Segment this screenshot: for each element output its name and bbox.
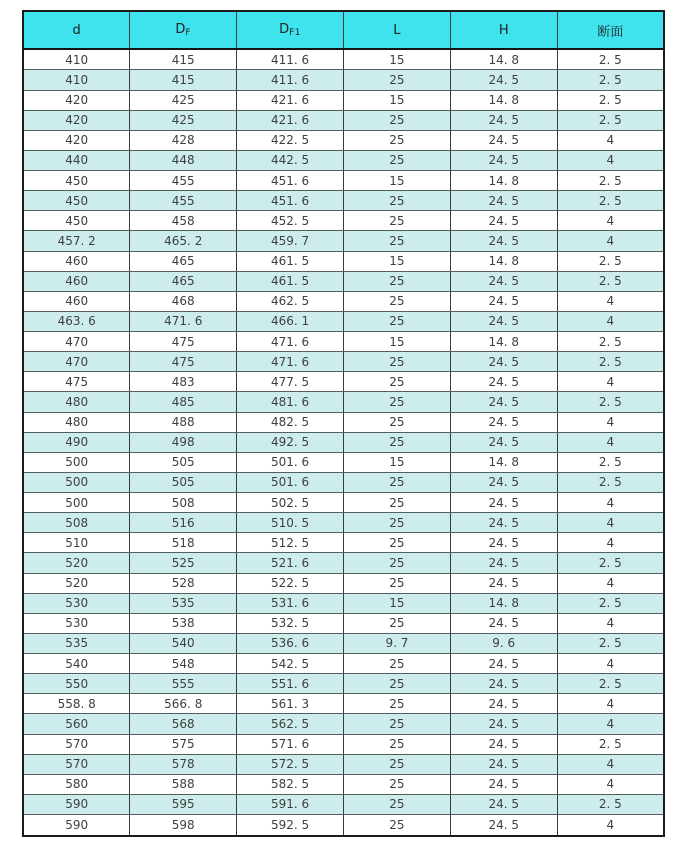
table-cell: 421. 6: [237, 90, 344, 110]
table-cell: 512. 5: [237, 533, 344, 553]
table-cell: 24. 5: [450, 432, 557, 452]
table-cell: 4: [557, 372, 664, 392]
table-cell: 25: [343, 291, 450, 311]
table-row: [23, 49, 664, 70]
table-cell: 532. 5: [237, 613, 344, 633]
table-cell: 420: [23, 110, 130, 130]
table-cell: 15: [343, 251, 450, 271]
table-row: [23, 90, 664, 110]
table-cell: 14. 8: [450, 171, 557, 191]
table-cell: 24. 5: [450, 553, 557, 573]
table-row: [23, 70, 664, 90]
table-row: [23, 311, 664, 331]
table-cell: 2. 5: [557, 251, 664, 271]
table-cell: 538: [130, 613, 237, 633]
table-cell: 460: [23, 271, 130, 291]
table-cell: 4: [557, 613, 664, 633]
table-row: [23, 412, 664, 432]
table-cell: 25: [343, 472, 450, 492]
spec-table: [22, 10, 665, 837]
table-cell: 570: [23, 754, 130, 774]
table-cell: 24. 5: [450, 70, 557, 90]
table-cell: 535: [23, 633, 130, 653]
table-cell: 25: [343, 110, 450, 130]
table-cell: 501. 6: [237, 472, 344, 492]
table-cell: 451. 6: [237, 191, 344, 211]
column-header-label: D: [279, 22, 290, 37]
table-cell: 4: [557, 573, 664, 593]
table-cell: 505: [130, 472, 237, 492]
table-cell: 422. 5: [237, 130, 344, 150]
table-cell: 24. 5: [450, 794, 557, 814]
table-cell: 470: [23, 352, 130, 372]
table-cell: 595: [130, 794, 237, 814]
column-header-d: [23, 11, 130, 49]
table-cell: 442. 5: [237, 150, 344, 170]
table-cell: 415: [130, 49, 237, 70]
table-row: [23, 794, 664, 814]
table-cell: 2. 5: [557, 352, 664, 372]
header-row: [23, 11, 664, 49]
table-cell: 475: [23, 372, 130, 392]
table-cell: 492. 5: [237, 432, 344, 452]
table-cell: 24. 5: [450, 654, 557, 674]
column-header-subscript: F: [185, 28, 192, 38]
table-cell: 24. 5: [450, 191, 557, 211]
table-cell: 477. 5: [237, 372, 344, 392]
table-cell: 24. 5: [450, 311, 557, 331]
table-cell: 500: [23, 493, 130, 513]
table-cell: 465. 2: [130, 231, 237, 251]
table-cell: 4: [557, 774, 664, 794]
table-cell: 2. 5: [557, 392, 664, 412]
table-cell: 555: [130, 674, 237, 694]
table-cell: 540: [23, 654, 130, 674]
table-cell: 440: [23, 150, 130, 170]
column-header-label: d: [72, 22, 81, 38]
table-cell: 25: [343, 150, 450, 170]
table-cell: 566. 8: [130, 694, 237, 714]
table-cell: 9. 6: [450, 633, 557, 653]
table-cell: 466. 1: [237, 311, 344, 331]
table-cell: 410: [23, 49, 130, 70]
table-row: [23, 815, 664, 836]
table-cell: 24. 5: [450, 694, 557, 714]
table-cell: 455: [130, 171, 237, 191]
table-cell: 25: [343, 694, 450, 714]
table-cell: 525: [130, 553, 237, 573]
table-cell: 14. 8: [450, 90, 557, 110]
table-cell: 24. 5: [450, 513, 557, 533]
table-cell: 24. 5: [450, 231, 557, 251]
table-row: [23, 714, 664, 734]
table-cell: 410: [23, 70, 130, 90]
table-cell: 2. 5: [557, 171, 664, 191]
table-cell: 460: [23, 251, 130, 271]
table-cell: 531. 6: [237, 593, 344, 613]
table-row: [23, 291, 664, 311]
table-cell: 458: [130, 211, 237, 231]
table-cell: 500: [23, 452, 130, 472]
table-cell: 9. 7: [343, 633, 450, 653]
table-cell: 485: [130, 392, 237, 412]
table-cell: 562. 5: [237, 714, 344, 734]
table-cell: 500: [23, 472, 130, 492]
table-cell: 2. 5: [557, 734, 664, 754]
table-row: [23, 472, 664, 492]
table-cell: 2. 5: [557, 49, 664, 70]
table-row: [23, 191, 664, 211]
table-row: [23, 372, 664, 392]
table-row: [23, 533, 664, 553]
table-row: [23, 251, 664, 271]
table-cell: 483: [130, 372, 237, 392]
table-cell: 25: [343, 372, 450, 392]
column-header-df1: [237, 11, 344, 49]
table-cell: 542. 5: [237, 654, 344, 674]
table-cell: 25: [343, 794, 450, 814]
table-cell: 24. 5: [450, 271, 557, 291]
table-cell: 24. 5: [450, 774, 557, 794]
table-cell: 2. 5: [557, 553, 664, 573]
table-row: [23, 352, 664, 372]
table-row: [23, 231, 664, 251]
table-cell: 24. 5: [450, 714, 557, 734]
table-cell: 450: [23, 191, 130, 211]
table-cell: 24. 5: [450, 211, 557, 231]
table-cell: 15: [343, 49, 450, 70]
table-cell: 505: [130, 452, 237, 472]
table-cell: 24. 5: [450, 372, 557, 392]
column-header-label: D: [175, 22, 186, 37]
table-cell: 465: [130, 251, 237, 271]
table-cell: 15: [343, 332, 450, 352]
table-cell: 480: [23, 392, 130, 412]
table-cell: 421. 6: [237, 110, 344, 130]
table-cell: 25: [343, 130, 450, 150]
table-cell: 510: [23, 533, 130, 553]
table-row: [23, 493, 664, 513]
table-cell: 25: [343, 714, 450, 734]
table-cell: 15: [343, 593, 450, 613]
table-row: [23, 734, 664, 754]
table-cell: 558. 8: [23, 694, 130, 714]
table-cell: 508: [130, 493, 237, 513]
table-cell: 2. 5: [557, 452, 664, 472]
table-cell: 582. 5: [237, 774, 344, 794]
table-row: [23, 130, 664, 150]
table-cell: 2. 5: [557, 70, 664, 90]
table-cell: 590: [23, 794, 130, 814]
table-cell: 4: [557, 412, 664, 432]
column-header-df: [130, 11, 237, 49]
table-cell: 561. 3: [237, 694, 344, 714]
column-header-label: H: [498, 22, 509, 38]
table-row: [23, 613, 664, 633]
table-cell: 4: [557, 291, 664, 311]
table-cell: 25: [343, 412, 450, 432]
table-cell: 598: [130, 815, 237, 836]
table-cell: 4: [557, 432, 664, 452]
table-cell: 452. 5: [237, 211, 344, 231]
table-cell: 14. 8: [450, 332, 557, 352]
table-cell: 25: [343, 392, 450, 412]
table-cell: 516: [130, 513, 237, 533]
table-cell: 420: [23, 130, 130, 150]
table-cell: 411. 6: [237, 49, 344, 70]
table-cell: 14. 8: [450, 452, 557, 472]
table-cell: 14. 8: [450, 49, 557, 70]
table-cell: 24. 5: [450, 472, 557, 492]
table-cell: 4: [557, 150, 664, 170]
table-cell: 25: [343, 70, 450, 90]
table-cell: 4: [557, 513, 664, 533]
table-cell: 25: [343, 613, 450, 633]
table-cell: 522. 5: [237, 573, 344, 593]
table-cell: 568: [130, 714, 237, 734]
table-cell: 530: [23, 613, 130, 633]
table-cell: 428: [130, 130, 237, 150]
table-cell: 2. 5: [557, 271, 664, 291]
table-cell: 481. 6: [237, 392, 344, 412]
table-cell: 25: [343, 754, 450, 774]
table-cell: 590: [23, 815, 130, 836]
table-cell: 462. 5: [237, 291, 344, 311]
table-cell: 4: [557, 714, 664, 734]
table-cell: 4: [557, 130, 664, 150]
table-cell: 24. 5: [450, 613, 557, 633]
table-cell: 592. 5: [237, 815, 344, 836]
table-body: [23, 49, 664, 836]
table-cell: 15: [343, 171, 450, 191]
table-cell: 25: [343, 191, 450, 211]
table-row: [23, 694, 664, 714]
table-cell: 468: [130, 291, 237, 311]
column-header-label: 断面: [597, 24, 624, 40]
table-cell: 25: [343, 533, 450, 553]
table-cell: 498: [130, 432, 237, 452]
column-header-subscript: F1: [289, 28, 302, 38]
table-cell: 4: [557, 533, 664, 553]
table-row: [23, 150, 664, 170]
table-cell: 461. 5: [237, 251, 344, 271]
table-cell: 24. 5: [450, 392, 557, 412]
table-cell: 4: [557, 211, 664, 231]
table-cell: 570: [23, 734, 130, 754]
table-row: [23, 452, 664, 472]
table-cell: 4: [557, 493, 664, 513]
table-cell: 4: [557, 231, 664, 251]
table-cell: 25: [343, 432, 450, 452]
table-cell: 24. 5: [450, 291, 557, 311]
table-cell: 580: [23, 774, 130, 794]
table-row: [23, 513, 664, 533]
column-header-label: L: [393, 22, 401, 38]
table-cell: 24. 5: [450, 412, 557, 432]
table-cell: 535: [130, 593, 237, 613]
table-cell: 448: [130, 150, 237, 170]
table-cell: 2. 5: [557, 674, 664, 694]
table-row: [23, 593, 664, 613]
table-cell: 465: [130, 271, 237, 291]
table-cell: 488: [130, 412, 237, 432]
table-row: [23, 392, 664, 412]
table-row: [23, 654, 664, 674]
table-cell: 463. 6: [23, 311, 130, 331]
table-cell: 2. 5: [557, 593, 664, 613]
table-cell: 475: [130, 352, 237, 372]
table-cell: 2. 5: [557, 472, 664, 492]
table-cell: 502. 5: [237, 493, 344, 513]
table-cell: 560: [23, 714, 130, 734]
table-cell: 25: [343, 654, 450, 674]
table-cell: 24. 5: [450, 130, 557, 150]
table-cell: 540: [130, 633, 237, 653]
table-cell: 536. 6: [237, 633, 344, 653]
table-cell: 25: [343, 271, 450, 291]
table-cell: 578: [130, 754, 237, 774]
table-cell: 24. 5: [450, 352, 557, 372]
table-cell: 508: [23, 513, 130, 533]
table-cell: 528: [130, 573, 237, 593]
table-cell: 25: [343, 311, 450, 331]
table-cell: 24. 5: [450, 150, 557, 170]
table-cell: 2. 5: [557, 110, 664, 130]
table-cell: 2. 5: [557, 191, 664, 211]
column-header-l: [343, 11, 450, 49]
column-header-h: [450, 11, 557, 49]
table-cell: 25: [343, 231, 450, 251]
table-cell: 455: [130, 191, 237, 211]
table-cell: 4: [557, 654, 664, 674]
table-cell: 518: [130, 533, 237, 553]
table-cell: 501. 6: [237, 452, 344, 472]
table-cell: 25: [343, 815, 450, 836]
table-cell: 25: [343, 211, 450, 231]
table-cell: 25: [343, 513, 450, 533]
table-cell: 25: [343, 734, 450, 754]
table-cell: 548: [130, 654, 237, 674]
table-row: [23, 754, 664, 774]
table-row: [23, 553, 664, 573]
table-cell: 24. 5: [450, 573, 557, 593]
table-row: [23, 171, 664, 191]
table-cell: 482. 5: [237, 412, 344, 432]
table-cell: 24. 5: [450, 110, 557, 130]
table-row: [23, 332, 664, 352]
table-cell: 588: [130, 774, 237, 794]
table-row: [23, 633, 664, 653]
table-cell: 490: [23, 432, 130, 452]
table-cell: 25: [343, 774, 450, 794]
column-header-section: [557, 11, 664, 49]
table-cell: 2. 5: [557, 794, 664, 814]
table-cell: 551. 6: [237, 674, 344, 694]
table-cell: 25: [343, 352, 450, 372]
table-cell: 2. 5: [557, 332, 664, 352]
table-cell: 25: [343, 573, 450, 593]
table-cell: 571. 6: [237, 734, 344, 754]
table-cell: 24. 5: [450, 674, 557, 694]
table-cell: 510. 5: [237, 513, 344, 533]
table-cell: 25: [343, 674, 450, 694]
table-cell: 480: [23, 412, 130, 432]
table-row: [23, 211, 664, 231]
table-cell: 4: [557, 754, 664, 774]
table-cell: 460: [23, 291, 130, 311]
table-cell: 14. 8: [450, 251, 557, 271]
table-cell: 575: [130, 734, 237, 754]
table-cell: 24. 5: [450, 734, 557, 754]
table-cell: 530: [23, 593, 130, 613]
table-row: [23, 774, 664, 794]
table-cell: 420: [23, 90, 130, 110]
table-cell: 4: [557, 311, 664, 331]
table-cell: 450: [23, 171, 130, 191]
table-cell: 425: [130, 110, 237, 130]
table-cell: 415: [130, 70, 237, 90]
table-cell: 24. 5: [450, 754, 557, 774]
table-row: [23, 110, 664, 130]
table-cell: 471. 6: [237, 352, 344, 372]
table-cell: 461. 5: [237, 271, 344, 291]
table-cell: 520: [23, 573, 130, 593]
table-cell: 14. 8: [450, 593, 557, 613]
table-cell: 425: [130, 90, 237, 110]
table-cell: 451. 6: [237, 171, 344, 191]
table-row: [23, 573, 664, 593]
table-cell: 450: [23, 211, 130, 231]
table-cell: 475: [130, 332, 237, 352]
table-cell: 470: [23, 332, 130, 352]
table-cell: 520: [23, 553, 130, 573]
table-row: [23, 271, 664, 291]
table-cell: 411. 6: [237, 70, 344, 90]
table-cell: 572. 5: [237, 754, 344, 774]
table-cell: 457. 2: [23, 231, 130, 251]
table-cell: 521. 6: [237, 553, 344, 573]
table-row: [23, 674, 664, 694]
table-cell: 25: [343, 493, 450, 513]
table-cell: 15: [343, 90, 450, 110]
table-cell: 24. 5: [450, 533, 557, 553]
table-cell: 4: [557, 694, 664, 714]
table-cell: 15: [343, 452, 450, 472]
table-cell: 471. 6: [237, 332, 344, 352]
table-cell: 2. 5: [557, 633, 664, 653]
table-cell: 2. 5: [557, 90, 664, 110]
table-header: [23, 11, 664, 49]
table-cell: 591. 6: [237, 794, 344, 814]
table-cell: 471. 6: [130, 311, 237, 331]
table-cell: 4: [557, 815, 664, 836]
table-cell: 550: [23, 674, 130, 694]
table-cell: 25: [343, 553, 450, 573]
table-cell: 24. 5: [450, 815, 557, 836]
table-cell: 459. 7: [237, 231, 344, 251]
table-row: [23, 432, 664, 452]
table-cell: 24. 5: [450, 493, 557, 513]
